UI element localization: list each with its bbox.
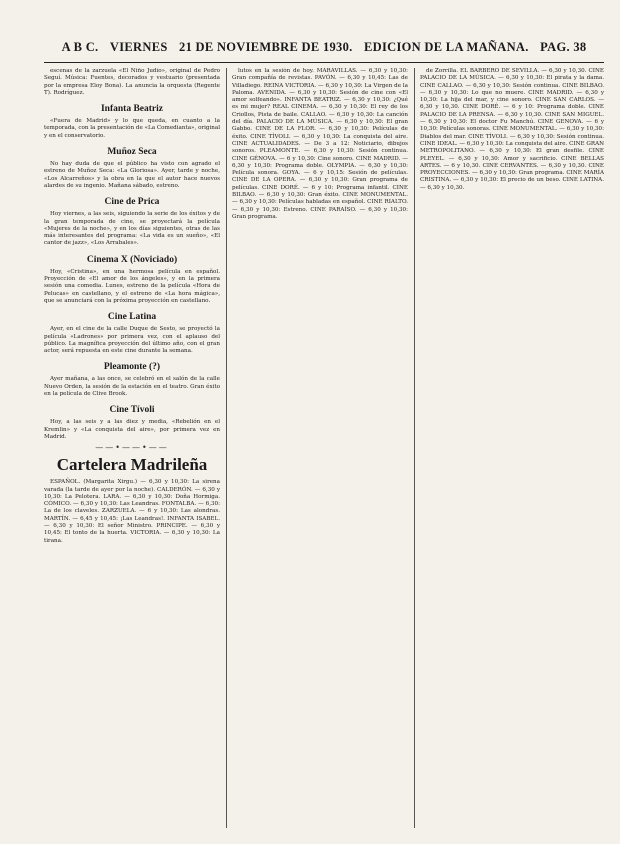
section-text: Hoy viernes, a las seis, siguiendo la serie de los éxitos y de la gran temporada de cine, se proyectará la película «Mujeres de la noche», y en los días siguientes, otras de las más interesantes del programa: «La vida es un sueño», «El cantor de jazz», «Los Arrabales». (44, 211, 220, 247)
section-text: Ayer, en el cine de la calle Duque de Sesto, se proyectó la película «Ladrones» por primera vez, con el aplauso del público. La magnífica proyección del último año, con el gran actor, será repuesta en este cine durante la semana. (44, 326, 220, 355)
section-title: Cinema X (Noviciado) (86, 254, 178, 265)
section-text: Ayer mañana, a las once, se celebró en el salón de la calle Nuevo Orden, la sesión de la estación en el teatro. Gran éxito en la película de Clive Brook. (44, 376, 220, 398)
section-title: Infanta Beatriz (100, 104, 163, 115)
cartelera-listings: ESPAÑOL. (Margarita Xirgu.) — 6,30 y 10,30: La sirena varada (la tarde de ayer por la noche). CALDERÓN. — 6,30 y 10,30: La Pelotera. LARA. — 6,30 y 10,30: Doña Hormiga. CÓMICO. — 6,30 y 10,30: Las Leandras. FONTALBA. — 6,30: La de los claveles. ZARZUELA. — 6 y 10,30: Las alondras. MARTÍN. — 6,45 y 10,45: ¡Las Leandras!. INFANTA ISABEL. — 6,30 y 10,30: El señor Ministro. PRINCIPE. — 6,30 y 10,45: El tonto de la huerta. VICTORIA. — 6,30 y 10,30: La tirana. (44, 479, 220, 544)
section-title: Muñoz Seca (107, 147, 157, 158)
page-header (44, 40, 604, 63)
section-text: Hoy, «Cristina», en una hermosa película en español. Proyección de «El amor de los ángeles», y en la primera sesión una comedia. Lunes, estreno de la película «Hora de Pelucas» en castellano, y el estreno de «La hora mágica», que se anunciará con la próxima proyección en castellano. (44, 268, 220, 304)
header-edition: EDICION DE LA MAÑANA. (364, 40, 529, 54)
header-date: 21 DE NOVIEMBRE DE 1930. (179, 40, 353, 54)
publication-name: A B C. (61, 40, 99, 54)
cartelera-listings: de Zorrilla. EL BARBERO DE SEVILLA. — 6,30 y 10,30. CINE PALACIO DE LA MÚSICA. — 6,30 y 10,30: El pirata y la dama. CINE CALLAO. — 6,30 y 10,30: Sesión continua. CINE BILBAO. — 6,30 y 10,30: Lo que no muere. CINE MADRID. — 6,30 y 10,30: La hija del mar, y cine sonoro. CINE SAN CARLOS. — 6,30 y 10,30. CINE DORÉ. — 6 y 10: Programa doble. CINE PALACIO DE LA PRENSA. — 6,30 y 10,30. CINE SAN MIGUEL. — 6,30 y 10,30: El doctor Fu Manchú. CINE GENOVA. — 6 y 10,30: Películas sonoras. CINE MONUMENTAL. — 6,30 y 10,30: Diablos del mar. CINE TÍVOLI. — 6,30 y 10,30: Sesión continua. CINE IDEAL. — 6,30 y 10,30: La conquista del aire. CINE GRAN METROPOLITANO. — 6,30 y 10,30: El gran desfile. CINE PLEYEL. — 6,30 y 10,30: Amor y sacrificio. CINE BELLAS ARTES. — 6 y 10,30. CINE CERVANTES. — 6,30 y 10,30. CINE PROYECCIONES. — 6,30 y 10,30: Gran programa. CINE MARÍA CRISTINA. — 6,30 y 10,30: El precio de un beso. CINE LATINA. — 6,30 y 10,30. (420, 68, 604, 191)
section-text: «Fuera de Madrid» y lo que queda, en cuanto a la temporada, con la presentación de «La Comedianta», original y en el conservatorio. (44, 118, 220, 139)
header-page-number: PAG. 38 (540, 40, 587, 54)
section-title: Cine Tívoli (109, 405, 155, 416)
column-intro-text: escenas de la zarzuela «El Niño Judío», original de Pedro Seguí. Música: Fuentes, decorados y vestuario (presentada por la empresa Eloy Bona). La anuncia la orquesta (Regente T). Rodríguez. (44, 68, 220, 96)
column-rule (414, 68, 415, 828)
cartelera-listings: lutos en la sesión de hoy. MARAVILLAS. — 6,30 y 10,30: Gran compañía de revistas. PAVÓN. — 6,30 y 10,45: Las de Villadiego. REINA VICTORIA. — 6,30 y 10,30: La Virgen de la Paloma. AVENIDA. — 6,30 y 10,30: Sesión de cine con «El amor solfeando». INFANTA BEATRIZ. — 6,30 y 10,30: ¿Qué es mi mujer? REAL CINEMA. — 6,30 y 10,30: El rey de los Criollos, Pista de baile. CALLAO. — 6,30 y 10,30: La canción del día. PALACIO DE LA MÚSICA. — 6,30 y 10,30: El gran Gabbo. CINE DE LA FLOR. — 6,30 y 10,30: Películas de éxito. CINE TÍVOLI. — 6,30 y 10,30: La conquista del aire. CINE ACTUALIDADES. — De 3 a 12: Noticiario, dibujos sonoros. PLEAMONTE. — 6,30 y 10,30: Sesión continua. CINE GÉNOVA. — 6 y 10,30: Cine sonoro. CINE MADRID. — 6,30 y 10,30: Programa doble. OLYMPIA. — 6,30 y 10,30: Película sonora. GOYA. — 6 y 10,15: Sesión de películas. CINE DE LA OPERA. — 6,30 y 10,30: Gran programa de películas. CINE DORÉ. — 6 y 10: Programa infantil. CINE BILBAO. — 6,30 y 10,30: Gran éxito. CINE MONUMENTAL. — 6,30 y 10,30: Películas habladas en español. CINE RIALTO. — 6,30 y 10,30: Estreno. CINE PARAÍSO. — 6,30 y 10,30: Gran programa. (232, 68, 408, 220)
column-3 (420, 68, 604, 828)
newspaper-page (44, 40, 604, 830)
column-1 (44, 68, 220, 828)
section-text: Hoy, a las seis y a las diez y media, «Rebelión en el Kremlin» y «La conquista del aire», por primera vez en Madrid. (44, 419, 220, 440)
header-day: VIERNES (109, 40, 168, 54)
section-title: Cine Latina (107, 312, 157, 323)
ornament-divider: ——•——•—— (95, 443, 169, 453)
section-title: Pleamonte (?) (103, 362, 161, 373)
column-2 (232, 68, 408, 828)
cartelera-title: Cartelera Madrileña (56, 455, 208, 475)
section-title: Cine de Prica (104, 197, 160, 208)
column-rule (226, 68, 227, 828)
section-text: No hay duda de que el público ha visto con agrado el estreno de Muñoz Seca: «La Gloriosa». Ayer, tarde y noche, «Los Alcarreños» y la obra en la que el autor hace nuevos alardes de su ingenio. Mañana sábado, estreno. (44, 161, 220, 189)
